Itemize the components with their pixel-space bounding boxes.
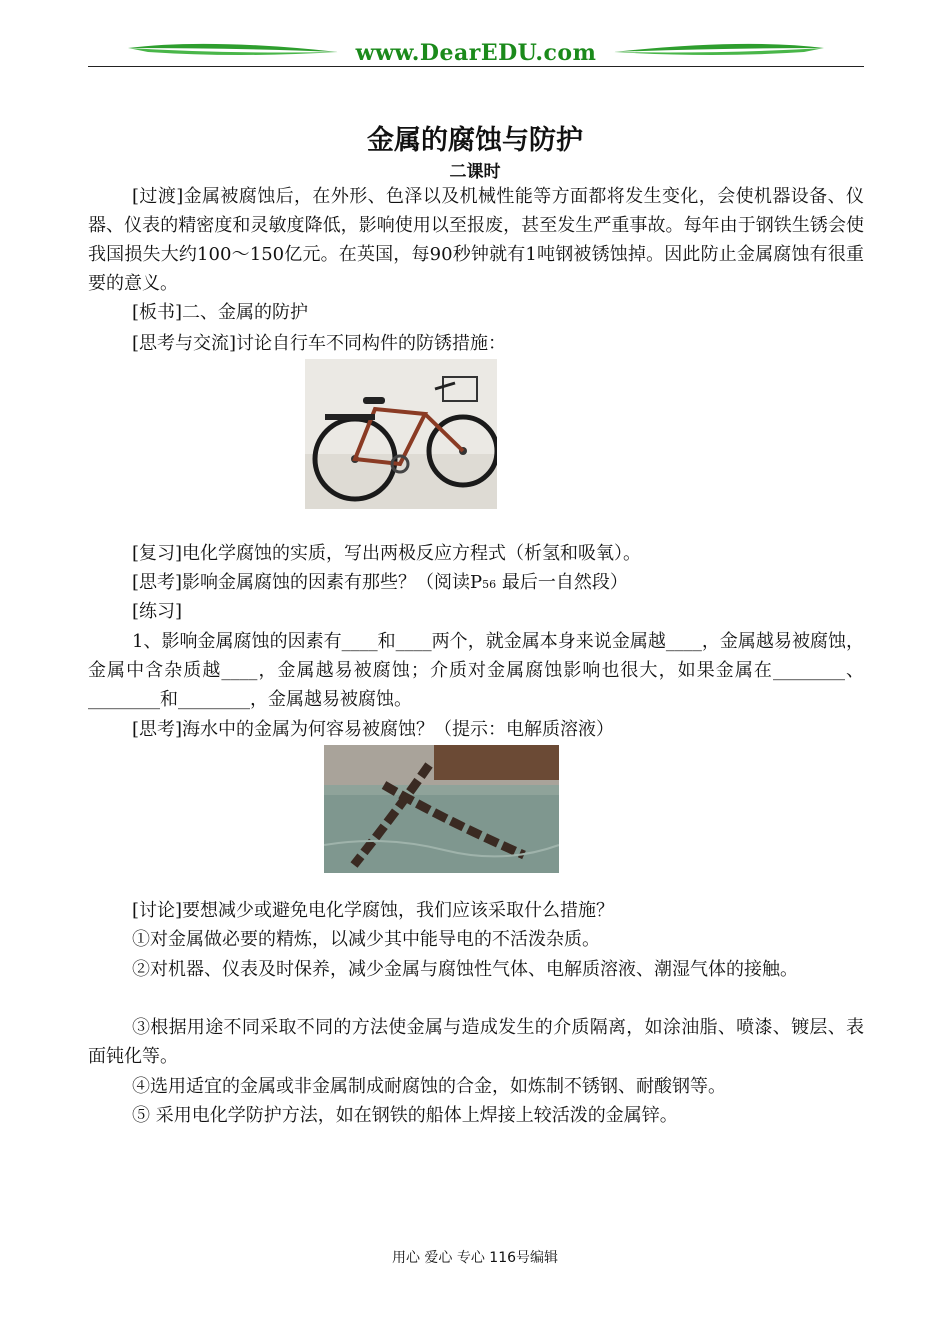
measure-3: ③根据用途不同采取不同的方法使金属与造成发生的介质隔离，如涂油脂、喷漆、镀层、表面钝化等。 xyxy=(88,1017,864,1067)
think-factors-text-end: 最后一自然段） xyxy=(496,572,628,593)
measure-1: ①对金属做必要的精炼，以减少其中能导电的不活泼杂质。 xyxy=(132,929,600,950)
measure-5: ⑤ 采用电化学防护方法，如在钢铁的船体上焊接上较活泼的金属锌。 xyxy=(132,1105,678,1126)
page-subtitle: 二课时 xyxy=(449,162,501,182)
measure-4: ④选用适宜的金属或非金属制成耐腐蚀的合金，如炼制不锈钢、耐酸钢等。 xyxy=(132,1076,726,1097)
paragraph-review: [复习]电化学腐蚀的实质，写出两极反应方程式（析氢和吸氧）。 xyxy=(132,543,642,564)
rusty-chain-photo xyxy=(324,745,559,873)
site-header xyxy=(88,36,864,70)
paragraph-think-seawater: [思考]海水中的金属为何容易被腐蚀？（提示：电解质溶液） xyxy=(132,719,615,740)
measure-2: ②对机器、仪表及时保养，减少金属与腐蚀性气体、电解质溶液、潮湿气体的接触。 xyxy=(132,959,798,980)
header-rule xyxy=(88,66,864,67)
paragraph-think-discuss: [思考与交流]讨论自行车不同构件的防锈措施： xyxy=(132,333,507,354)
paragraph-transition: [过渡]金属被腐蚀后，在外形、色泽以及机械性能等方面都将发生变化，会使机器设备、仪器、仪表的精密度和灵敏度降低，影响使用以至报废，甚至发生严重事故。每年由于钢铁生锈会使我国损失大约100～150亿元。在英国，每90秒钟就有1吨钢被锈蚀掉。因此防止金属腐蚀有很重要的意义。 xyxy=(88,186,864,294)
page-footer: 用心 爱心 专心 116号编辑 xyxy=(391,1250,559,1266)
think-factors-text: [思考]影响金属腐蚀的因素有那些？（阅读P xyxy=(132,572,483,593)
paragraph-exercise-1: 1、影响金属腐蚀的因素有____和____两个，就金属本身来说金属越____，金属越易被腐蚀，金属中含杂质越____，金属越易被腐蚀；介质对金属腐蚀影响也很大，如果金属在________、________和________，金属越易被腐蚀。 xyxy=(88,631,864,710)
page-subscript: 56 xyxy=(482,578,497,591)
page-title: 金属的腐蚀与防护 xyxy=(367,125,583,156)
paragraph-think-factors xyxy=(88,568,864,599)
paragraph-exercise: [练习] xyxy=(132,601,183,622)
bicycle-photo xyxy=(305,359,497,509)
paragraph-discussion: [讨论]要想减少或避免电化学腐蚀，我们应该采取什么措施？ xyxy=(132,900,615,921)
paragraph-blackboard: [板书]二、金属的防护 xyxy=(132,302,309,323)
site-logo[interactable]: www.DearEDU.com xyxy=(355,40,597,66)
